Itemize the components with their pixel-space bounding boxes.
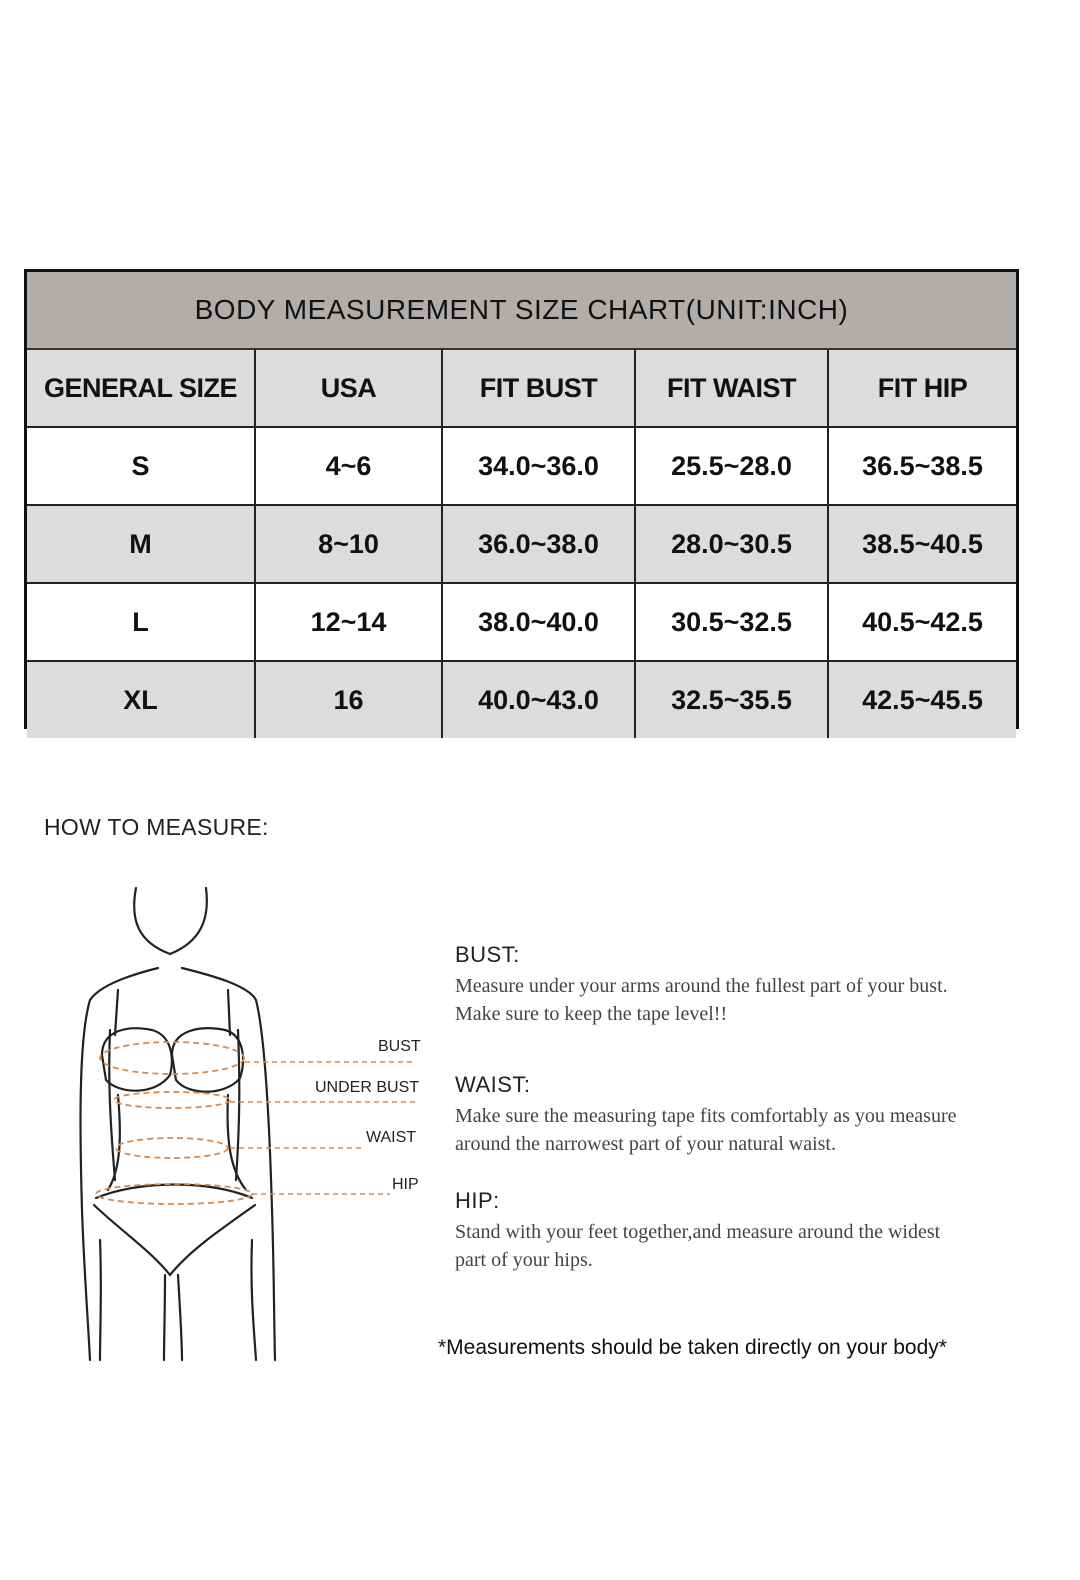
header-fit-hip: FIT HIP	[828, 350, 1016, 427]
waist-heading: WAIST:	[455, 1072, 531, 1097]
table-row	[27, 583, 1016, 661]
cell-bust: 36.0~38.0	[442, 505, 635, 583]
hip-instructions	[455, 1188, 1035, 1274]
cell-size: S	[27, 427, 255, 505]
bust-text-line-2: Make sure to keep the tape level!!	[455, 1003, 728, 1025]
cell-hip: 42.5~45.5	[828, 661, 1016, 738]
waist-instructions	[455, 1072, 1035, 1158]
body-figure	[60, 880, 440, 1370]
cell-usa: 16	[255, 661, 442, 738]
cell-bust: 34.0~36.0	[442, 427, 635, 505]
cell-waist: 30.5~32.5	[635, 583, 828, 661]
header-fit-bust: FIT BUST	[442, 350, 635, 427]
how-to-measure-title: HOW TO MEASURE:	[44, 814, 269, 840]
cell-size: M	[27, 505, 255, 583]
cell-waist: 25.5~28.0	[635, 427, 828, 505]
cell-hip: 36.5~38.5	[828, 427, 1016, 505]
cell-waist: 28.0~30.5	[635, 505, 828, 583]
cell-waist: 32.5~35.5	[635, 661, 828, 738]
size-chart-table	[24, 269, 1019, 729]
hip-heading: HIP:	[455, 1188, 500, 1213]
bust-text-line-1: Measure under your arms around the fullest part of your bust.	[455, 975, 948, 997]
table-row	[27, 661, 1016, 738]
cell-usa: 8~10	[255, 505, 442, 583]
header-row	[27, 350, 1016, 427]
measurement-note: *Measurements should be taken directly on your body*	[438, 1336, 947, 1359]
waist-text-line-1: Make sure the measuring tape fits comfortably as you measure	[455, 1105, 957, 1127]
cell-hip: 40.5~42.5	[828, 583, 1016, 661]
body-outline-illustration	[60, 880, 440, 1370]
waist-text-line-2: around the narrowest part of your natural waist.	[455, 1133, 836, 1155]
label-under-bust: UNDER BUST	[315, 1079, 420, 1096]
cell-usa: 4~6	[255, 427, 442, 505]
bust-instructions	[455, 942, 1035, 1028]
header-general-size: GENERAL SIZE	[27, 350, 255, 427]
table-row	[27, 427, 1016, 505]
header-fit-waist: FIT WAIST	[635, 350, 828, 427]
label-bust: BUST	[378, 1038, 421, 1055]
cell-hip: 38.5~40.5	[828, 505, 1016, 583]
hip-text-line-2: part of your hips.	[455, 1249, 593, 1271]
label-hip: HIP	[392, 1176, 419, 1193]
cell-size: XL	[27, 661, 255, 738]
table-title: BODY MEASUREMENT SIZE CHART(UNIT:INCH)	[27, 272, 1016, 350]
bust-heading: BUST:	[455, 942, 520, 967]
cell-size: L	[27, 583, 255, 661]
table-row	[27, 505, 1016, 583]
header-usa: USA	[255, 350, 442, 427]
label-waist: WAIST	[366, 1129, 417, 1146]
cell-bust: 38.0~40.0	[442, 583, 635, 661]
size-grid	[27, 350, 1016, 738]
hip-text-line-1: Stand with your feet together,and measure around the widest	[455, 1221, 941, 1243]
cell-usa: 12~14	[255, 583, 442, 661]
cell-bust: 40.0~43.0	[442, 661, 635, 738]
